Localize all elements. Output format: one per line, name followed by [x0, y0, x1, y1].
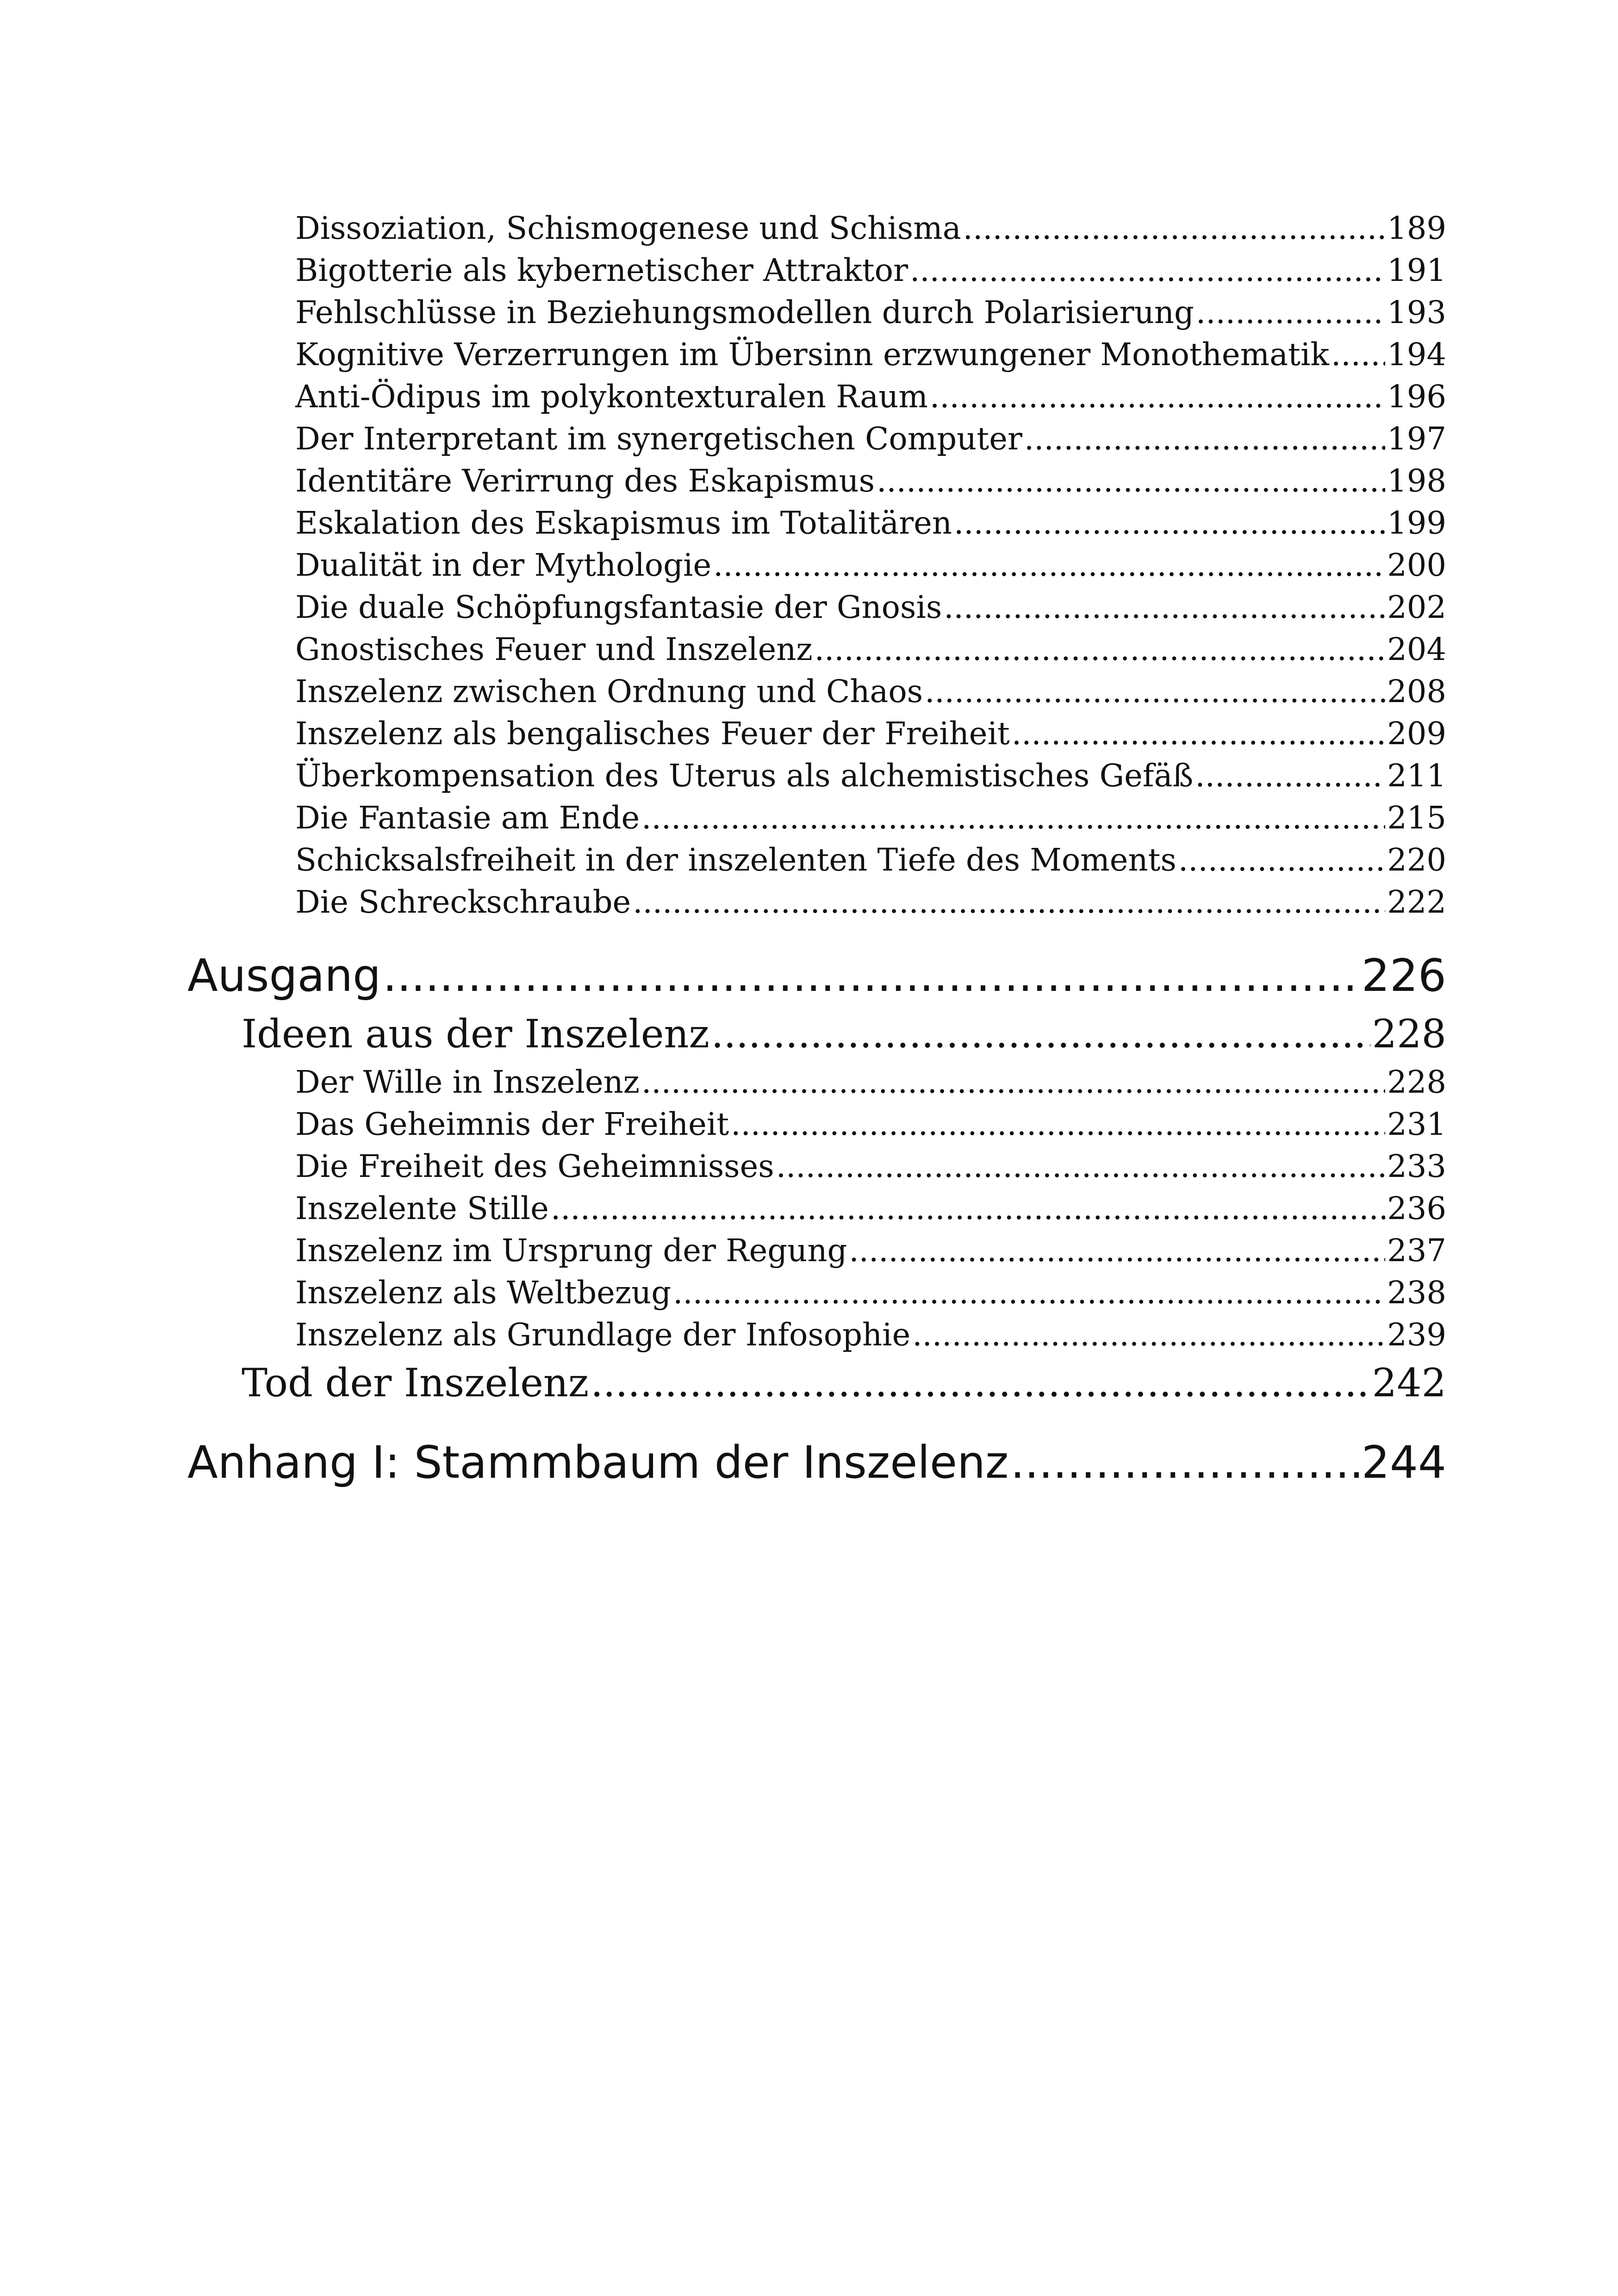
toc-entry-page: 220 — [1387, 842, 1446, 878]
toc-entry[interactable] — [187, 502, 1446, 544]
dot-leader — [1024, 418, 1385, 460]
toc-entry-page: 204 — [1387, 631, 1446, 667]
toc-entry-title: Die Schreckschraube — [295, 884, 631, 920]
toc-entry-page: 199 — [1387, 505, 1446, 541]
dot-leader — [910, 249, 1385, 292]
toc-section-entry[interactable] — [187, 1356, 1446, 1410]
toc-entry-title: Das Geheimnis der Freiheit — [295, 1106, 729, 1142]
dot-leader — [641, 1061, 1385, 1103]
toc-entry-title: Überkompensation des Uterus als alchemistisches Gefäß — [295, 758, 1194, 794]
toc-entry-title: Die Freiheit des Geheimnisses — [295, 1148, 774, 1184]
toc-entry-page: 222 — [1387, 884, 1446, 920]
toc-entry-title: Inszelente Stille — [295, 1190, 549, 1226]
toc-entry[interactable] — [187, 376, 1446, 418]
toc-entry[interactable] — [187, 628, 1446, 671]
toc-section-title: Tod der Inszelenz — [242, 1360, 589, 1406]
toc-entry[interactable] — [187, 418, 1446, 460]
toc-entry-title: Dissoziation, Schismogenese und Schisma — [295, 210, 961, 246]
toc-entry-page: 233 — [1387, 1148, 1446, 1184]
toc-entry[interactable] — [187, 586, 1446, 628]
toc-entry-title: Eskalation des Eskapismus im Totalitären — [295, 505, 952, 541]
table-of-contents — [187, 207, 1446, 1494]
toc-entry-title: Bigotterie als kybernetischer Attraktor — [295, 252, 908, 288]
toc-entry-page: 237 — [1387, 1232, 1446, 1269]
toc-entry-page: 197 — [1387, 421, 1446, 457]
dot-leader — [815, 628, 1385, 671]
toc-entry-page: 239 — [1387, 1317, 1446, 1353]
toc-section-page: 228 — [1372, 1011, 1446, 1057]
toc-entry-page: 198 — [1387, 463, 1446, 499]
toc-entry[interactable] — [187, 1145, 1446, 1188]
dot-leader — [849, 1230, 1385, 1272]
toc-entry[interactable] — [187, 1230, 1446, 1272]
toc-entry[interactable] — [187, 249, 1446, 292]
toc-entry-title: Inszelenz zwischen Ordnung und Chaos — [295, 673, 923, 709]
dot-leader — [877, 460, 1385, 502]
dot-leader — [551, 1188, 1385, 1230]
toc-entry[interactable] — [187, 797, 1446, 839]
toc-chapter-title: Anhang I: Stammbaum der Inszelenz — [187, 1437, 1009, 1488]
toc-entry-page: 196 — [1387, 379, 1446, 415]
toc-entry-title: Gnostisches Feuer und Inszelenz — [295, 631, 813, 667]
toc-section-entry[interactable] — [187, 1007, 1446, 1061]
toc-chapter-entry[interactable] — [187, 1431, 1446, 1494]
toc-entry[interactable] — [187, 881, 1446, 923]
toc-section-page: 242 — [1372, 1360, 1446, 1406]
toc-chapter-entry[interactable] — [187, 945, 1446, 1007]
toc-entry-page: 189 — [1387, 210, 1446, 246]
toc-entry[interactable] — [187, 1272, 1446, 1314]
dot-leader — [1331, 334, 1385, 376]
toc-entry-title: Kognitive Verzerrungen im Übersinn erzwungener Monothematik — [295, 336, 1329, 373]
toc-entry-page: 202 — [1387, 589, 1446, 625]
toc-entry-page: 211 — [1387, 758, 1446, 794]
toc-entry[interactable] — [187, 544, 1446, 586]
toc-entry-title: Identitäre Verirrung des Eskapismus — [295, 463, 875, 499]
toc-entry-title: Inszelenz im Ursprung der Regung — [295, 1232, 847, 1269]
dot-leader — [1012, 713, 1385, 755]
toc-entry-title: Schicksalsfreiheit in der inszelenten Tiefe des Moments — [295, 842, 1176, 878]
toc-entry[interactable] — [187, 671, 1446, 713]
dot-leader — [641, 797, 1385, 839]
dot-leader — [925, 671, 1385, 713]
dot-leader — [963, 207, 1385, 249]
toc-entry-page: 228 — [1387, 1064, 1446, 1100]
dot-leader — [1010, 1431, 1359, 1494]
toc-entry[interactable] — [187, 713, 1446, 755]
toc-entry-title: Die duale Schöpfungsfantasie der Gnosis — [295, 589, 942, 625]
toc-entry[interactable] — [187, 1061, 1446, 1103]
dot-leader — [591, 1356, 1370, 1410]
toc-entry-page: 200 — [1387, 547, 1446, 583]
toc-chapter-page: 244 — [1361, 1437, 1446, 1488]
toc-entry-page: 236 — [1387, 1190, 1446, 1226]
dot-leader — [1195, 755, 1385, 797]
dot-leader — [711, 1007, 1370, 1061]
dot-leader — [731, 1103, 1385, 1145]
toc-entry[interactable] — [187, 755, 1446, 797]
toc-entry-title: Inszelenz als Weltbezug — [295, 1275, 672, 1311]
toc-entry[interactable] — [187, 1314, 1446, 1356]
toc-entry-page: 208 — [1387, 673, 1446, 709]
toc-entry-page: 238 — [1387, 1275, 1446, 1311]
dot-leader — [633, 881, 1385, 923]
dot-leader — [713, 544, 1385, 586]
toc-entry-title: Anti-Ödipus im polykontexturalen Raum — [295, 379, 928, 415]
dot-leader — [954, 502, 1385, 544]
dot-leader — [912, 1314, 1385, 1356]
toc-entry[interactable] — [187, 1188, 1446, 1230]
toc-entry[interactable] — [187, 460, 1446, 502]
toc-chapter-page: 226 — [1361, 950, 1446, 1002]
toc-entry-title: Der Interpretant im synergetischen Computer — [295, 421, 1022, 457]
dot-leader — [383, 945, 1360, 1007]
toc-entry[interactable] — [187, 1103, 1446, 1145]
dot-leader — [1196, 292, 1385, 334]
toc-entry[interactable] — [187, 334, 1446, 376]
toc-entry-title: Inszelenz als bengalisches Feuer der Freiheit — [295, 716, 1010, 752]
toc-entry[interactable] — [187, 839, 1446, 881]
toc-entry-page: 215 — [1387, 800, 1446, 836]
toc-entry[interactable] — [187, 292, 1446, 334]
toc-entry-page: 209 — [1387, 716, 1446, 752]
toc-entry-title: Fehlschlüsse in Beziehungsmodellen durch Polarisierung — [295, 294, 1194, 330]
toc-entry-page: 194 — [1387, 336, 1446, 373]
dot-leader — [1178, 839, 1385, 881]
dot-leader — [930, 376, 1385, 418]
toc-entry[interactable] — [187, 207, 1446, 249]
toc-entry-page: 193 — [1387, 294, 1446, 330]
toc-entry-title: Inszelenz als Grundlage der Infosophie — [295, 1317, 911, 1353]
toc-section-title: Ideen aus der Inszelenz — [242, 1011, 709, 1057]
toc-entry-page: 191 — [1387, 252, 1446, 288]
toc-entry-title: Der Wille in Inszelenz — [295, 1064, 640, 1100]
dot-leader — [673, 1272, 1385, 1314]
dot-leader — [944, 586, 1385, 628]
toc-chapter-title: Ausgang — [187, 950, 381, 1002]
dot-leader — [776, 1145, 1385, 1188]
toc-entry-page: 231 — [1387, 1106, 1446, 1142]
toc-entry-title: Die Fantasie am Ende — [295, 800, 640, 836]
toc-entry-title: Dualität in der Mythologie — [295, 547, 712, 583]
